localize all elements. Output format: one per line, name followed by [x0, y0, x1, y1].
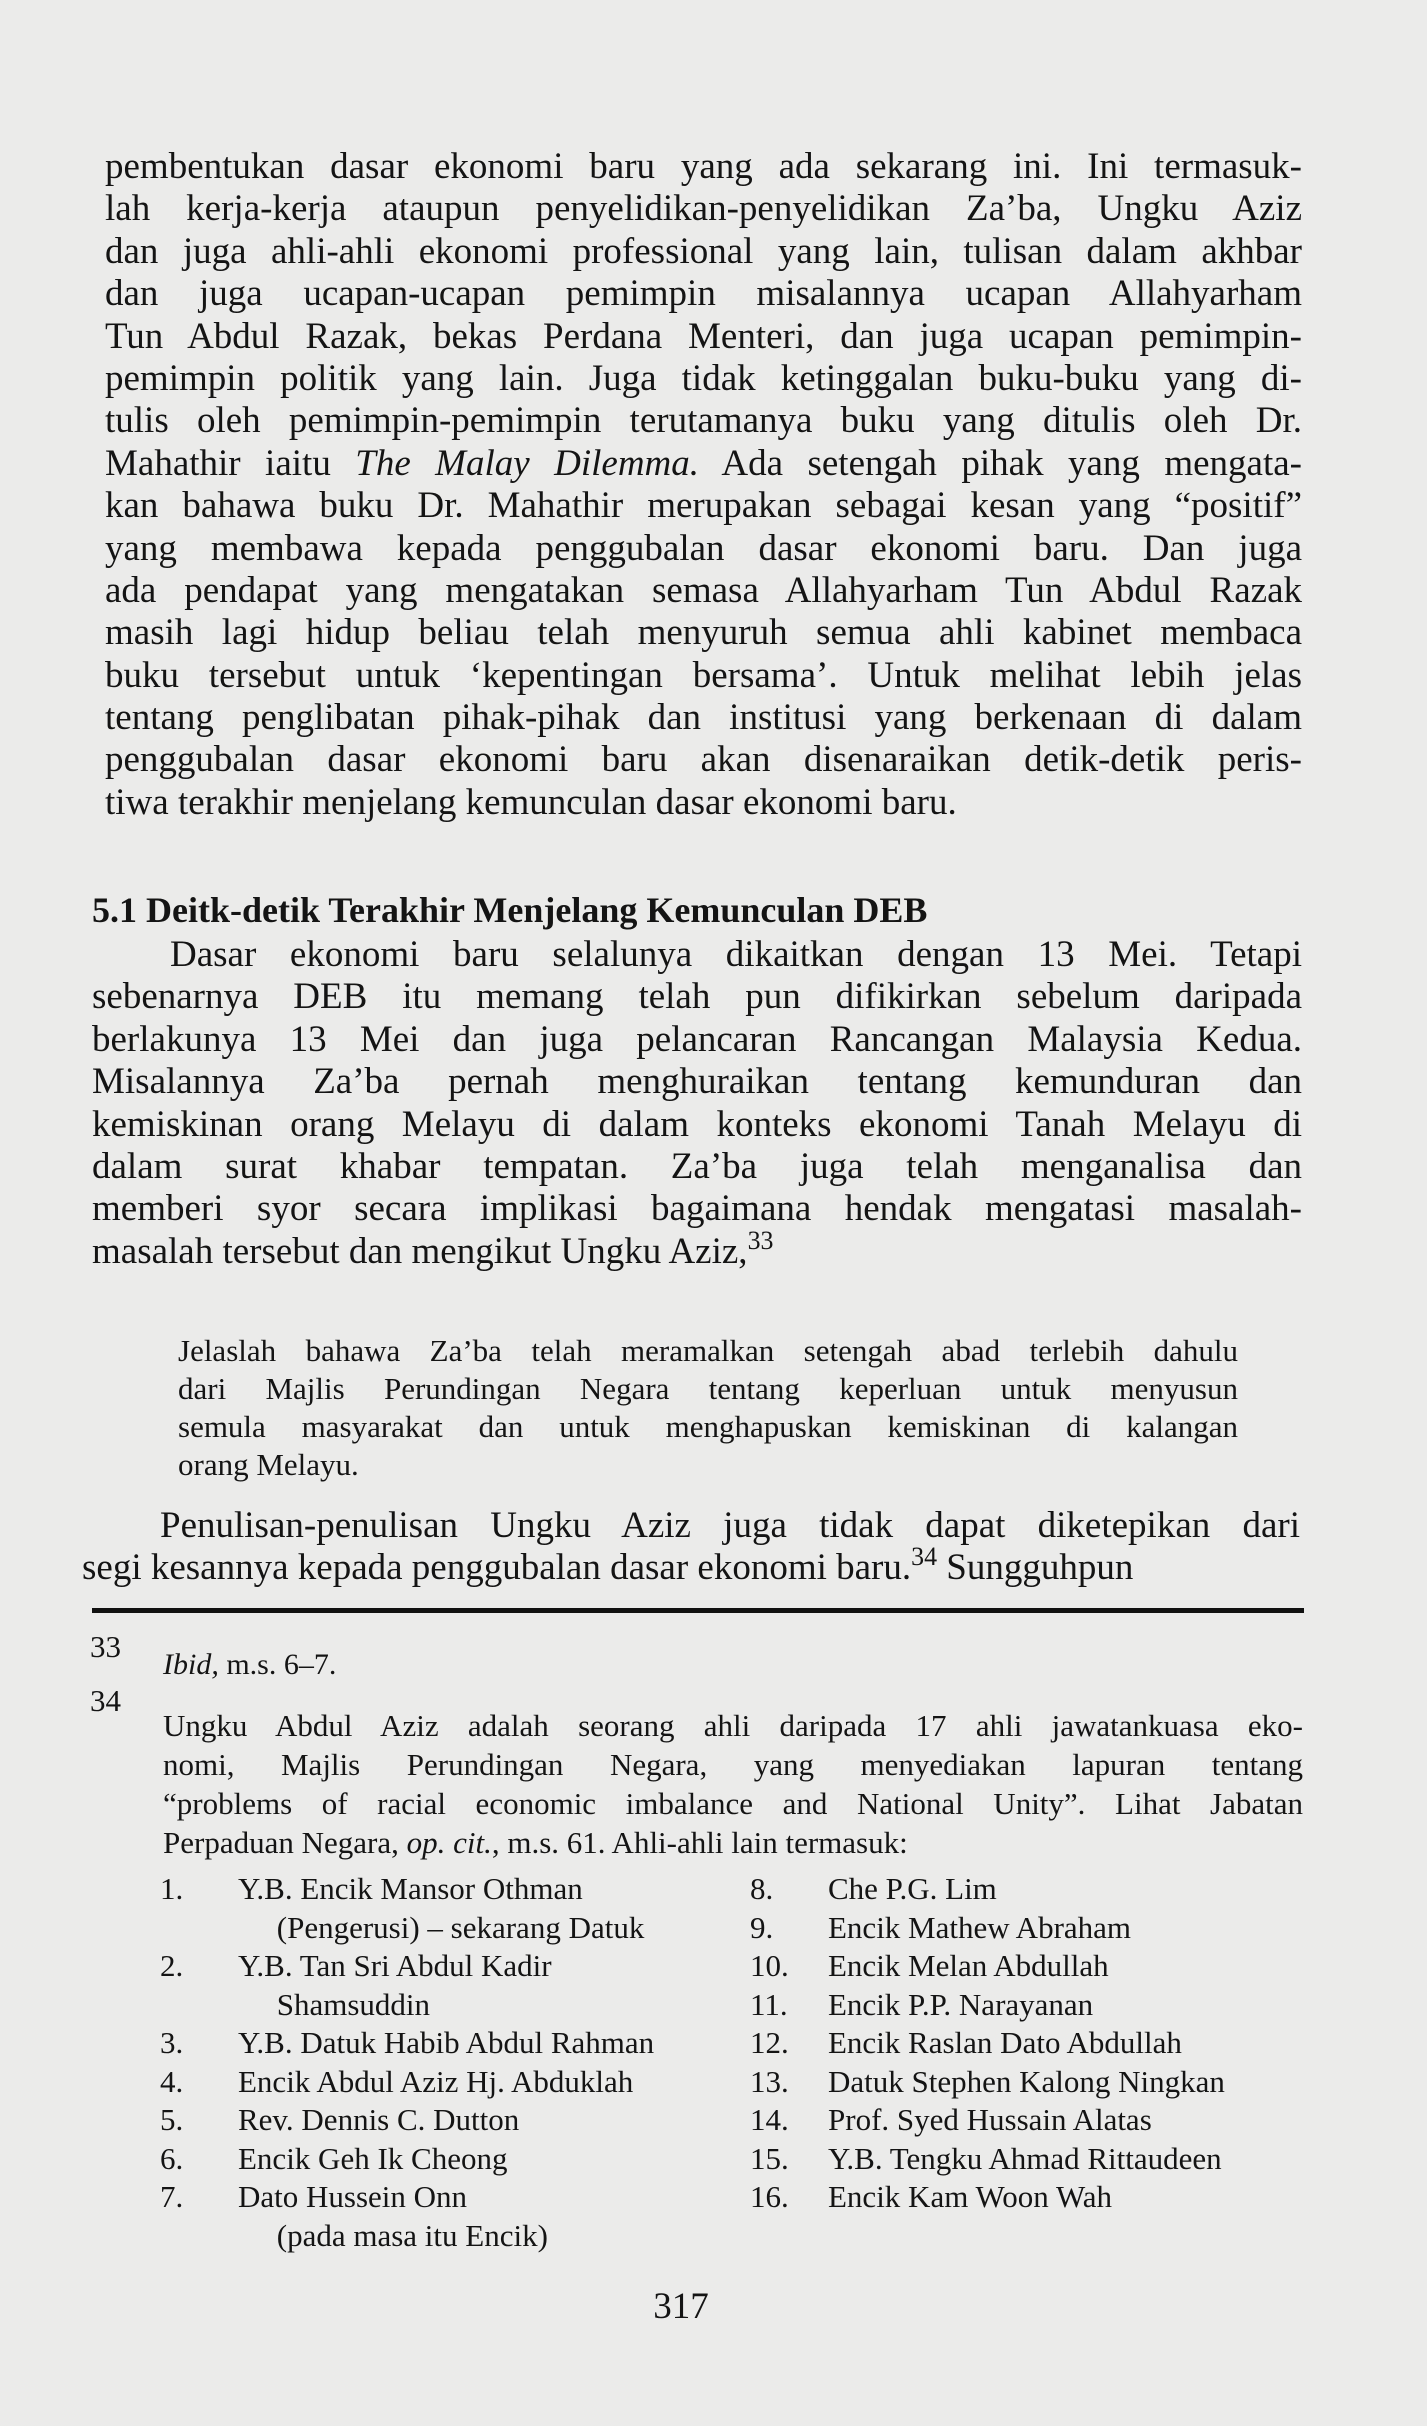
- member-number: 3.: [160, 2025, 184, 2060]
- member-name: (pada masa itu Encik): [238, 2217, 548, 2253]
- member-name: Che P.G. Lim: [828, 1871, 997, 1906]
- text-line: tulis oleh pemimpin-pemimpin terutamanya buku yang ditulis oleh Dr.: [105, 400, 1302, 442]
- text-line: penggubalan dasar ekonomi baru akan disenaraikan detik-detik peris-: [105, 739, 1302, 781]
- member-number: 2.: [160, 1948, 184, 1983]
- member-name: Encik P.P. Narayanan: [828, 1986, 1094, 2022]
- text-line: “problems of racial economic imbalance and National Unity”. Lihat Jabatan: [163, 1786, 1303, 1821]
- text-line: yang membawa kepada penggubalan dasar ekonomi baru. Dan juga: [105, 527, 1302, 569]
- text-line: dalam surat khabar tempatan. Za’ba juga telah menganalisa dan: [92, 1145, 1302, 1187]
- footnote-33: [163, 1648, 336, 1682]
- text-line: dan juga ucapan-ucapan pemimpin misalannya ucapan Allahyarham: [105, 273, 1302, 315]
- member-row: [160, 2217, 1310, 2256]
- text-line: ada pendapat yang mengatakan semasa Allahyarham Tun Abdul Razak: [105, 569, 1302, 611]
- member-name: Encik Geh Ik Cheong: [238, 2140, 508, 2176]
- text-segment: masalah tersebut dan mengikut Ungku Aziz,: [92, 1230, 748, 1272]
- text-segment: segi kesannya kepada penggubalan dasar ekonomi baru.: [82, 1547, 912, 1589]
- member-row: [160, 2101, 1310, 2140]
- block-quote: [178, 1332, 1238, 1484]
- text-segment: , m.s. 61. Ahli-ahli lain termasuk:: [491, 1825, 908, 1860]
- member-name: Y.B. Tan Sri Abdul Kadir: [238, 1948, 552, 1983]
- text-line: pembentukan dasar ekonomi baru yang ada sekarang ini. Ini termasuk-: [105, 146, 1302, 187]
- member-name: Encik Kam Woon Wah: [828, 2179, 1113, 2214]
- footnote-34: [163, 1706, 1303, 1862]
- text-line: tiwa terakhir menjelang kemunculan dasar ekonomi baru.: [105, 781, 957, 823]
- member-row: [160, 2178, 1310, 2217]
- paragraph-1: [105, 146, 1302, 824]
- text-line: [92, 1225, 1302, 1273]
- member-number: 16.: [750, 2179, 789, 2214]
- member-name: Encik Melan Abdullah: [828, 1948, 1109, 1983]
- section-heading: 5.1 Deitk-detik Terakhir Menjelang Kemunculan DEB: [92, 890, 928, 930]
- text-segment: Mahathir iaitu: [105, 442, 356, 484]
- text-segment: Sungguhpun: [937, 1547, 1134, 1589]
- member-number: 14.: [750, 2102, 789, 2137]
- text-segment: Perpaduan Negara,: [163, 1825, 407, 1860]
- footnote-33-number: 33: [90, 1629, 121, 1664]
- text-line: kemiskinan orang Melayu di dalam konteks ekonomi Tanah Melayu di: [92, 1103, 1302, 1145]
- member-number: 5.: [160, 2102, 184, 2137]
- member-name: Encik Raslan Dato Abdullah: [828, 2025, 1182, 2060]
- member-name: Shamsuddin: [238, 1986, 431, 2022]
- member-number: 15.: [750, 2140, 789, 2176]
- footnote-ref: 34: [911, 1542, 938, 1572]
- member-row: [160, 2140, 1310, 2179]
- member-name: Encik Abdul Aziz Hj. Abduklah: [238, 2063, 634, 2099]
- text-line: [105, 443, 1302, 485]
- member-number: 8.: [750, 1871, 774, 1906]
- text-line: tentang penglibatan pihak-pihak dan institusi yang berkenaan di dalam: [105, 697, 1302, 739]
- member-number: 11.: [750, 1986, 788, 2022]
- text-segment: Ada setengah pihak yang mengata-: [699, 442, 1302, 484]
- text-line: nomi, Majlis Perundingan Negara, yang menyediakan lapuran tentang: [163, 1747, 1303, 1782]
- member-number: 10.: [750, 1948, 789, 1983]
- member-name: Prof. Syed Hussain Alatas: [828, 2102, 1152, 2137]
- text-line: masih lagi hidup beliau telah menyuruh semua ahli kabinet membaca: [105, 612, 1302, 654]
- text-line: berlakunya 13 Mei dan juga pelancaran Rancangan Malaysia Kedua.: [92, 1018, 1302, 1060]
- text-line: dan juga ahli-ahli ekonomi professional yang lain, tulisan dalam akhbar: [105, 230, 1302, 272]
- member-name: Y.B. Encik Mansor Othman: [238, 1871, 583, 1906]
- member-number: 6.: [160, 2140, 184, 2176]
- member-number: 7.: [160, 2179, 184, 2214]
- text-line: orang Melayu.: [178, 1447, 359, 1482]
- text-line: [163, 1823, 1303, 1862]
- footnote-33-text: m.s. 6–7.: [218, 1648, 337, 1681]
- text-line: Dasar ekonomi baru selalunya dikaitkan dengan 13 Mei. Tetapi: [170, 934, 1302, 975]
- text-line: sebenarnya DEB itu memang telah pun difikirkan sebelum daripada: [92, 976, 1302, 1018]
- footnote-33-ibid: Ibid,: [163, 1648, 219, 1681]
- text-line: Misalannya Za’ba pernah menghuraikan tentang kemunduran dan: [92, 1061, 1302, 1103]
- member-name: Y.B. Datuk Habib Abdul Rahman: [238, 2025, 655, 2060]
- page-number: 317: [653, 2286, 709, 2327]
- member-name: Encik Mathew Abraham: [828, 1909, 1132, 1945]
- footnote-divider: [92, 1608, 1304, 1613]
- text-line: semula masyarakat dan untuk menghapuskan kemiskinan di kalangan: [178, 1409, 1238, 1444]
- text-line: memberi syor secara implikasi bagaimana hendak mengatasi masalah-: [92, 1188, 1302, 1230]
- member-number: 12.: [750, 2025, 789, 2060]
- member-row: [160, 2063, 1310, 2102]
- member-number: 4.: [160, 2063, 184, 2099]
- italic-title: op. cit.: [406, 1825, 492, 1860]
- text-line: Tun Abdul Razak, bekas Perdana Menteri, dan juga ucapan pemimpin-: [105, 315, 1302, 357]
- member-number: 1.: [160, 1871, 184, 1906]
- text-line: Ungku Abdul Aziz adalah seorang ahli daripada 17 ahli jawatankuasa eko-: [163, 1708, 1303, 1743]
- member-name: Y.B. Tengku Ahmad Rittaudeen: [828, 2140, 1222, 2176]
- text-line: dari Majlis Perundingan Negara tentang keperluan untuk menyusun: [178, 1371, 1238, 1406]
- text-line: Jelaslah bahawa Za’ba telah meramalkan setengah abad terlebih dahulu: [178, 1333, 1238, 1368]
- paragraph-3: [82, 1505, 1300, 1590]
- footnote-ref: 33: [747, 1225, 774, 1255]
- text-line: lah kerja-kerja ataupun penyelidikan-penyelidikan Za’ba, Ungku Aziz: [105, 188, 1302, 230]
- member-name: Dato Hussein Onn: [238, 2179, 468, 2214]
- member-row: [160, 1947, 1310, 1986]
- member-row: [160, 1986, 1310, 2025]
- member-name: Rev. Dennis C. Dutton: [238, 2102, 520, 2137]
- member-number: 9.: [750, 1909, 774, 1945]
- member-name: Datuk Stephen Kalong Ningkan: [828, 2063, 1225, 2099]
- text-line: kan bahawa buku Dr. Mahathir merupakan sebagai kesan yang “positif”: [105, 485, 1302, 527]
- member-row: [160, 2024, 1310, 2063]
- committee-members-list: [160, 1870, 1310, 2255]
- member-number: 13.: [750, 2063, 789, 2099]
- italic-title: The Malay Dilemma.: [355, 442, 700, 484]
- member-row: [160, 1909, 1310, 1948]
- member-row: [160, 1870, 1310, 1909]
- paragraph-2: [92, 934, 1302, 1273]
- member-name: (Pengerusi) – sekarang Datuk: [238, 1909, 645, 1945]
- text-line: [82, 1542, 1300, 1589]
- text-line: buku tersebut untuk ‘kepentingan bersama’. Untuk melihat lebih jelas: [105, 654, 1302, 696]
- text-line: pemimpin politik yang lain. Juga tidak ketinggalan buku-buku yang di-: [105, 357, 1302, 399]
- text-line: Penulisan-penulisan Ungku Aziz juga tidak dapat diketepikan dari: [160, 1505, 1300, 1546]
- footnote-34-number: 34: [90, 1683, 121, 1718]
